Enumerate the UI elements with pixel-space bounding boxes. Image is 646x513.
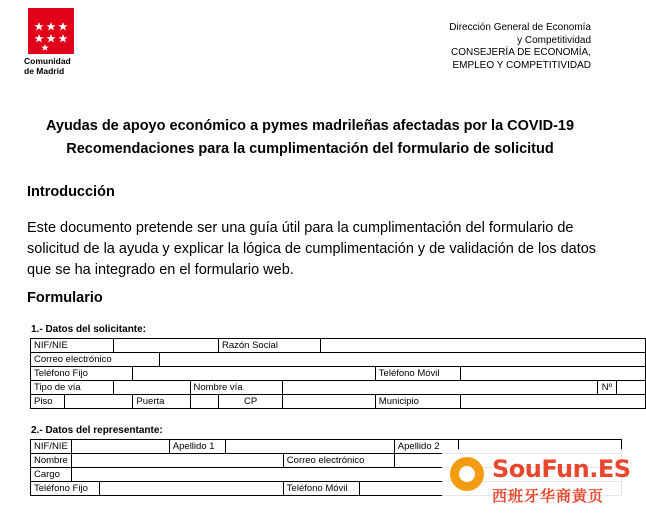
logo-line-1: Comunidad xyxy=(24,56,71,66)
label-tipo-via: Tipo de vía xyxy=(31,381,114,395)
watermark-brand: SouFun.ES xyxy=(492,455,631,483)
rep-telefono-fijo-input[interactable] xyxy=(99,482,283,496)
label-telefono-fijo: Teléfono Fijo xyxy=(31,367,133,381)
cp-input[interactable] xyxy=(283,395,376,409)
table-row xyxy=(31,339,646,353)
header-department xyxy=(449,22,591,72)
puerta-input[interactable] xyxy=(190,395,218,409)
logo-line-2: de Madrid xyxy=(24,66,65,76)
label-apellido-1: Apellido 1 xyxy=(169,440,225,454)
nombre-via-input[interactable] xyxy=(283,381,598,395)
madrid-logo xyxy=(28,8,74,54)
label-cp: CP xyxy=(218,395,282,409)
label-nif: NIF/NIE xyxy=(31,339,114,353)
label-numero: Nº xyxy=(597,381,616,395)
header-line-2: y Competitividad xyxy=(517,34,591,46)
label-nombre: Nombre xyxy=(31,454,72,468)
intro-paragraph: Este documento pretende ser una guía útil para la cumplimentación del formulario de solicitud de la ayuda y explicar la lógica de cumplimentación y de validación de los datos que se ha integrado en el formulario web. xyxy=(27,220,597,278)
razon-social-input[interactable] xyxy=(321,339,646,353)
rep-nif-input[interactable] xyxy=(71,440,169,454)
municipio-input[interactable] xyxy=(461,395,646,409)
label-rep-telefono-fijo: Teléfono Fijo xyxy=(31,482,100,496)
label-puerta: Puerta xyxy=(133,395,190,409)
label-nombre-via: Nombre vía xyxy=(190,381,283,395)
soufun-logo-icon xyxy=(450,457,484,491)
table-row xyxy=(31,395,646,409)
section-solicitante-title: 1.- Datos del solicitante: xyxy=(31,324,147,335)
label-municipio: Municipio xyxy=(375,395,460,409)
table-row xyxy=(31,367,646,381)
label-cargo: Cargo xyxy=(31,468,72,482)
madrid-stars-icon xyxy=(28,8,74,54)
label-apellido-2: Apellido 2 xyxy=(394,440,458,454)
watermark-subtitle: 西班牙华商黄页 xyxy=(492,487,605,505)
label-razon-social: Razón Social xyxy=(218,339,320,353)
header-line-1: Dirección General de Economía xyxy=(449,22,591,33)
header-line-4: EMPLEO Y COMPETITIVIDAD xyxy=(452,59,591,71)
label-rep-nif: NIF/NIE xyxy=(31,440,72,454)
table-row xyxy=(31,353,646,367)
document-title-line-2: Recomendaciones para la cumplimentación del formulario de solicitud xyxy=(66,141,554,157)
header-line-3: CONSEJERÍA DE ECONOMÍA, xyxy=(450,47,591,58)
telefono-movil-input[interactable] xyxy=(461,367,646,381)
document-title-line-1: Ayudas de apoyo económico a pymes madrileñas afectadas por la COVID-19 xyxy=(45,118,575,134)
tipo-via-input[interactable] xyxy=(114,381,190,395)
label-piso: Piso xyxy=(31,395,65,409)
soufun-watermark xyxy=(442,449,646,513)
label-rep-correo: Correo electrónico xyxy=(283,454,394,468)
piso-input[interactable] xyxy=(64,395,133,409)
logo-text xyxy=(24,56,71,76)
solicitante-table xyxy=(30,338,646,409)
apellido-1-input[interactable] xyxy=(225,440,394,454)
form-heading: Formulario xyxy=(27,290,103,306)
label-correo: Correo electrónico xyxy=(31,353,160,367)
nombre-input[interactable] xyxy=(71,454,283,468)
label-telefono-movil: Teléfono Móvil xyxy=(375,367,460,381)
nif-input[interactable] xyxy=(114,339,219,353)
label-rep-telefono-movil: Teléfono Móvil xyxy=(283,482,359,496)
section-representante-title: 2.- Datos del representante: xyxy=(31,425,163,436)
intro-heading: Introducción xyxy=(27,184,115,200)
numero-input[interactable] xyxy=(616,381,645,395)
table-row xyxy=(31,381,646,395)
telefono-fijo-input[interactable] xyxy=(133,367,375,381)
correo-input[interactable] xyxy=(160,353,646,367)
